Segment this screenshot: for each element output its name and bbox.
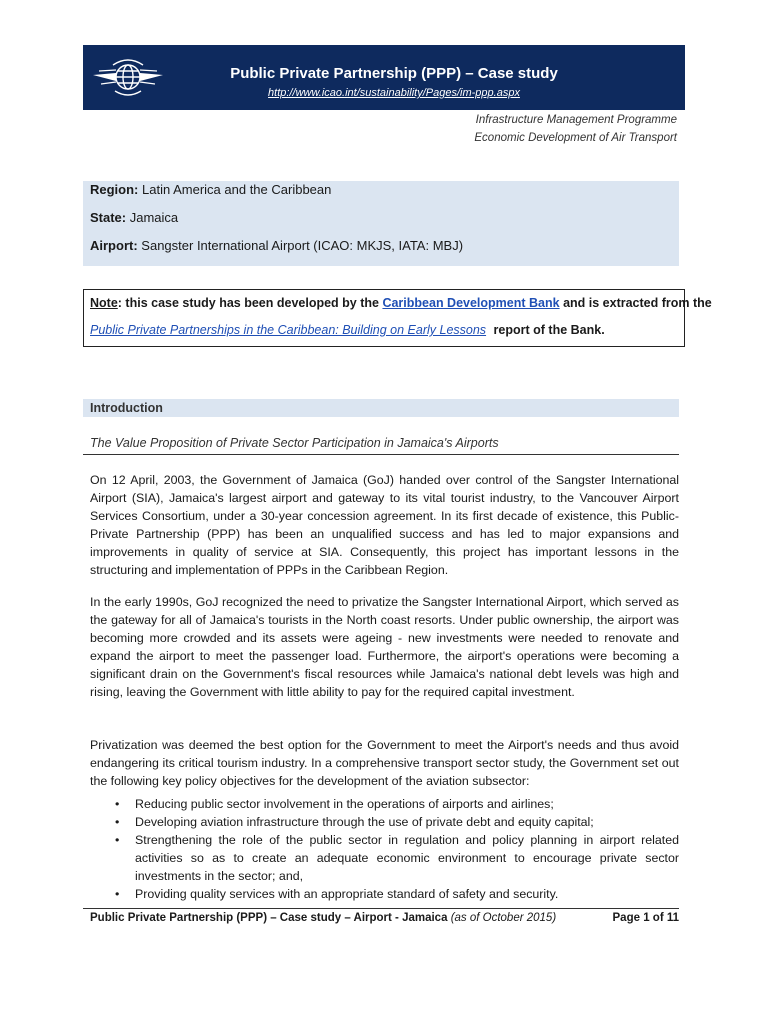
programme-line-1: Infrastructure Management Programme — [475, 114, 677, 126]
region-row — [90, 182, 331, 197]
region-value: Latin America and the Caribbean — [142, 182, 332, 197]
section-subtitle: The Value Proposition of Private Sector Participation in Jamaica's Airports — [90, 436, 499, 450]
region-label: Region: — [90, 182, 139, 197]
footer-title — [90, 912, 556, 924]
note-label: Note — [90, 296, 118, 310]
programme-block — [474, 111, 677, 147]
cdb-link[interactable]: Caribbean Development Bank — [382, 296, 560, 310]
list-item — [90, 813, 679, 831]
section-heading: Introduction — [83, 399, 679, 417]
airport-row — [90, 238, 463, 253]
note-line-2 — [90, 323, 605, 337]
list-item — [90, 795, 679, 813]
list-item — [90, 885, 679, 903]
state-value: Jamaica — [129, 210, 179, 225]
report-link[interactable]: Public Private Partnerships in the Caribbean: Building on Early Lessons — [90, 323, 487, 337]
document-title: Public Private Partnership (PPP) – Case study — [230, 65, 558, 82]
note-line-1 — [90, 296, 712, 310]
bullet-icon: • — [115, 833, 120, 847]
header-banner — [83, 45, 685, 110]
programme-line-2: Economic Development of Air Transport — [474, 132, 677, 144]
list-item — [90, 831, 679, 885]
header-url-link[interactable]: http://www.icao.int/sustainability/Pages/im-ppp.aspx — [268, 87, 520, 99]
page-number: Page 1 of 11 — [612, 912, 679, 924]
note-text-2: and is extracted from the — [559, 296, 712, 310]
bullet-icon: • — [115, 797, 120, 811]
list-item-text: Strengthening the role of the public sector in regulation and policy planning in airport related activities so as to create an adequate economic environment to encourage private sector investments in the sector; and, — [135, 833, 679, 883]
state-row — [90, 210, 178, 225]
paragraph-1: On 12 April, 2003, the Government of Jamaica (GoJ) handed over control of the Sangster International Airport (SIA), Jamaica's largest airport and gateway to its vital tourist industry, to the Vancouver Airport Services Consortium, under a 30-year concession agreement. In its first decade of existence, this Public-Private Partnership (PPP) has been an unqualified success and has led to major expansions and improvements in quality of service at SIA. Consequently, this project has important lessons in the structuring and implementation of PPPs in the Caribbean Region. — [90, 473, 679, 577]
state-label: State: — [90, 210, 127, 225]
info-box — [83, 181, 679, 266]
footer-divider — [83, 908, 679, 909]
airport-label: Airport: — [90, 238, 138, 253]
bullet-icon: • — [115, 887, 120, 901]
paragraph-3: Privatization was deemed the best option for the Government to meet the Airport's needs and thus avoid endangering its critical tourism industry. In a comprehensive transport sector study, the Government set out the following key policy objectives for the development of the aviation subsector: — [90, 738, 679, 788]
footer-date: (as of October 2015) — [450, 912, 557, 924]
airport-value: Sangster International Airport (ICAO: MKJS, IATA: MBJ) — [141, 238, 464, 253]
list-item-text: Providing quality services with an appropriate standard of safety and security. — [135, 887, 559, 901]
note-text-1: : this case study has been developed by the — [117, 296, 383, 310]
note-box — [83, 289, 712, 347]
note-text-3: report of the Bank. — [493, 323, 605, 337]
subtitle-divider — [83, 454, 679, 455]
policy-objectives-list — [90, 795, 679, 903]
list-item-text: Reducing public sector involvement in the operations of airports and airlines; — [135, 797, 554, 811]
paragraph-2: In the early 1990s, GoJ recognized the need to privatize the Sangster International Airport, which served as the gateway for all of Jamaica's tourists in the North coast resorts. Under public ownership, the airport was becoming more crowded and its assets were ageing - new investments were needed to renovate and expand the airport to meet the passenger load. Furthermore, the airport's operations were becoming a significant drain on the Government's fiscal resources while Jamaica's national debt levels was high and rising, leaving the Government with little ability to pay for the required capital investment. — [90, 595, 679, 699]
bullet-icon: • — [115, 815, 120, 829]
footer-text: Public Private Partnership (PPP) – Case study – Airport - Jamaica — [90, 912, 448, 924]
list-item-text: Developing aviation infrastructure through the use of private debt and equity capital; — [135, 815, 594, 829]
